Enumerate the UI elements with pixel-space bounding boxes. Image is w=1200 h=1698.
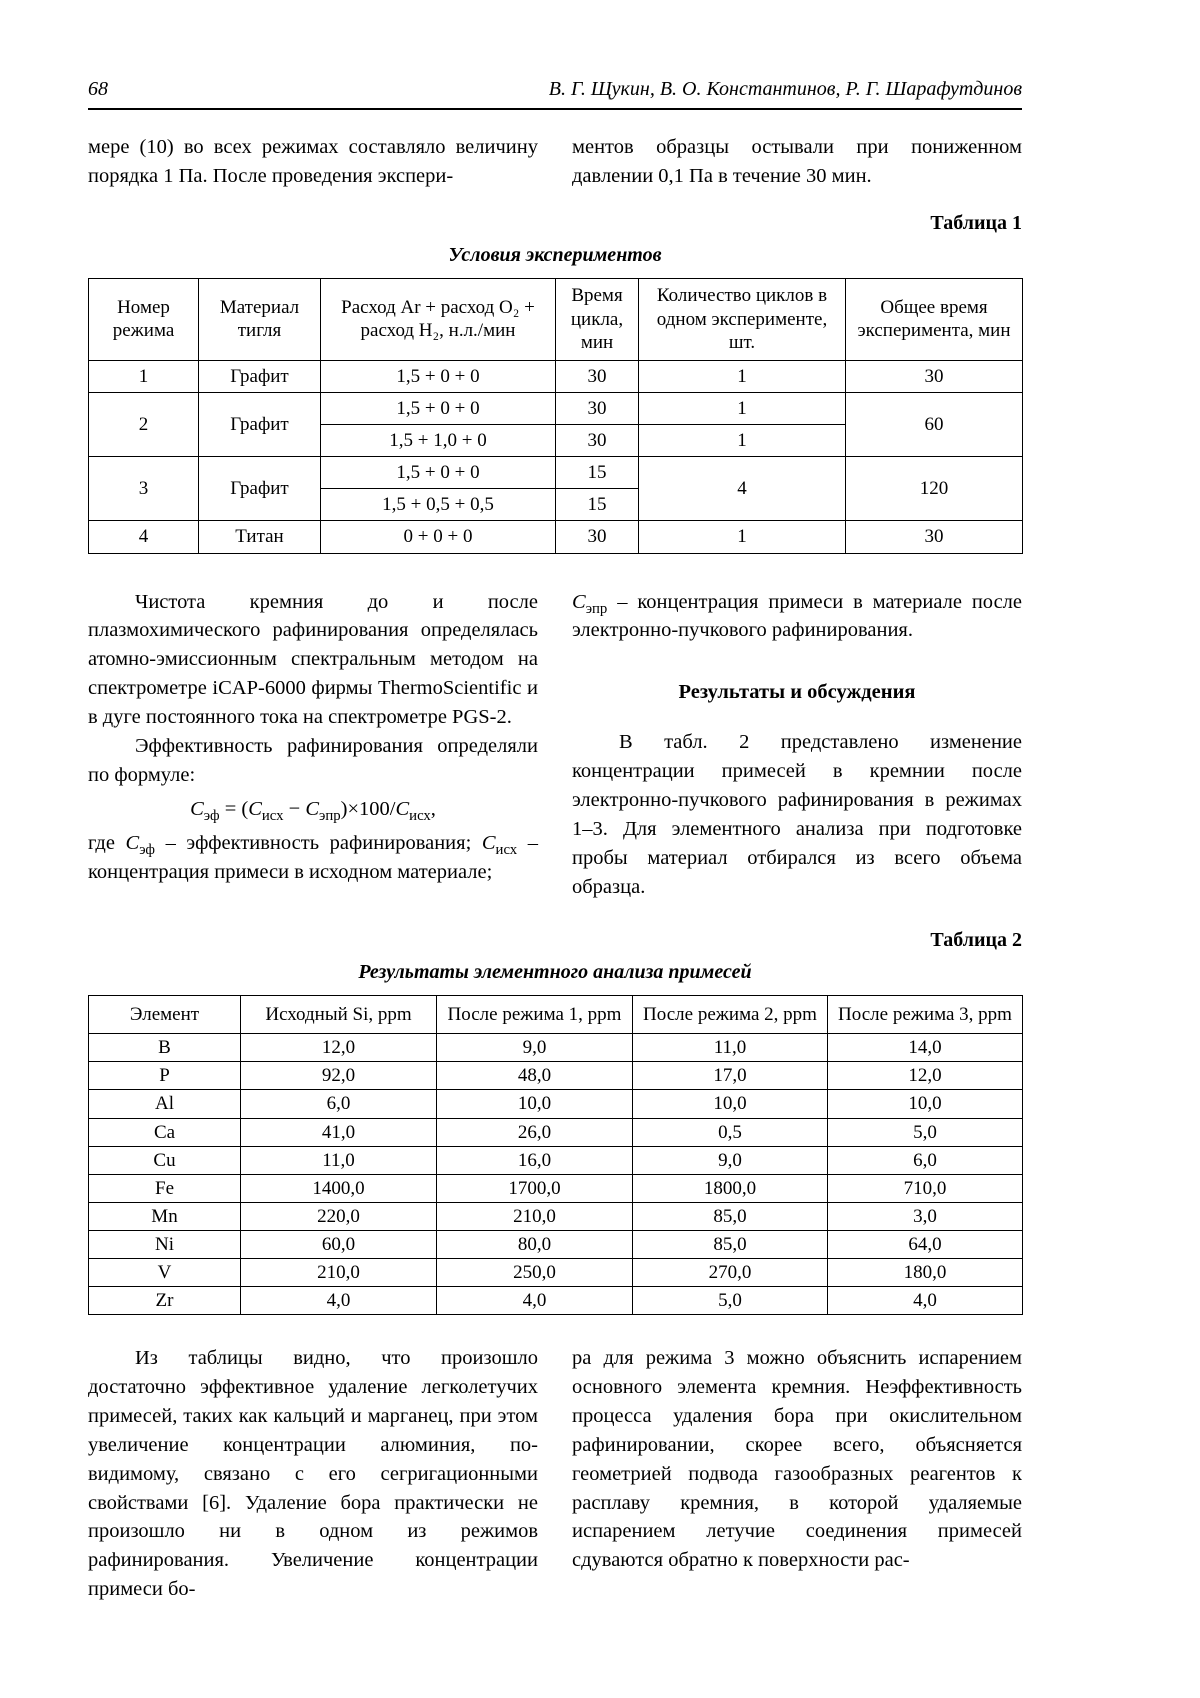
table-header-cell: Количество циклов в одном эксперименте, шт. <box>639 278 846 360</box>
table-cell: Титан <box>199 521 321 553</box>
table-row <box>89 1174 1023 1202</box>
table2-label: Таблица 2 <box>930 928 1022 951</box>
table-cell: 1 <box>639 521 846 553</box>
text-segment: )×100/ <box>340 797 396 820</box>
table-cell: 4,0 <box>828 1286 1023 1314</box>
table-cell: 5,0 <box>828 1118 1023 1146</box>
table-cell: 4,0 <box>437 1286 633 1314</box>
table-cell: 12,0 <box>828 1062 1023 1090</box>
table-cell: 4 <box>89 521 199 553</box>
table-cell: 1 <box>89 361 199 393</box>
table-header-cell: Время цикла, мин <box>556 278 639 360</box>
table-cell: 220,0 <box>241 1202 437 1230</box>
text-segment: – эффективность рафинирования; <box>155 831 482 854</box>
text-segment: − <box>283 797 306 820</box>
table1-caption: Условия экспериментов <box>448 243 662 266</box>
table-cell: 60,0 <box>241 1230 437 1258</box>
table-header-cell: После режима 3, ppm <box>828 995 1023 1034</box>
table-header-cell: Материал тигля <box>199 278 321 360</box>
paragraph-formula-legend <box>88 829 538 887</box>
table-cell: 4 <box>639 457 846 521</box>
table-cell: 1,5 + 1,0 + 0 <box>321 425 556 457</box>
table-header-cell: Исходный Si, ppm <box>241 995 437 1034</box>
table-cell: B <box>89 1034 241 1062</box>
table-cell: 2 <box>89 393 199 457</box>
table-cell: Zr <box>89 1286 241 1314</box>
table-cell: 10,0 <box>633 1090 828 1118</box>
table-header-cell: Расход Ar + расход O₂ + расход H₂, н.л./мин <box>321 278 556 360</box>
table-cell: Ni <box>89 1230 241 1258</box>
table-cell: 6,0 <box>828 1146 1023 1174</box>
table-row <box>89 1230 1023 1258</box>
table-header-cell: После режима 1, ppm <box>437 995 633 1034</box>
table-cell: 30 <box>846 361 1023 393</box>
paragraph-efficiency: Эффективность рафинирования определяли по формуле: <box>88 734 538 786</box>
table-header-cell: После режима 2, ppm <box>633 995 828 1034</box>
table-cell: Графит <box>199 361 321 393</box>
table-header-cell: Элемент <box>89 995 241 1034</box>
table-cell: Fe <box>89 1174 241 1202</box>
table-cell: 11,0 <box>241 1146 437 1174</box>
intro-left-column <box>88 133 538 191</box>
table-cell: P <box>89 1062 241 1090</box>
table-cell: 0 + 0 + 0 <box>321 521 556 553</box>
methods-left-column <box>88 588 538 902</box>
text-segment: C <box>395 797 410 820</box>
table-cell: Cu <box>89 1146 241 1174</box>
table-row <box>89 361 1023 393</box>
table-cell: 1 <box>639 393 846 425</box>
table-row <box>89 457 1023 489</box>
table-cell: V <box>89 1258 241 1286</box>
intro-paragraph-left: мере (10) во всех режимах составляло величину порядка 1 Па. После проведения экспери- <box>88 136 538 187</box>
table-cell: 210,0 <box>241 1258 437 1286</box>
table-cell: Mn <box>89 1202 241 1230</box>
table-header-cell: Номер режима <box>89 278 199 360</box>
intro-right-column <box>572 133 1022 191</box>
table-cell: 12,0 <box>241 1034 437 1062</box>
table-cell: 17,0 <box>633 1062 828 1090</box>
results-heading: Результаты и обсуждения <box>678 681 916 704</box>
table-row <box>89 1258 1023 1286</box>
table-cell: 14,0 <box>828 1034 1023 1062</box>
table-cell: 30 <box>556 361 639 393</box>
table-cell: 1,5 + 0 + 0 <box>321 393 556 425</box>
table-cell: 80,0 <box>437 1230 633 1258</box>
table-row <box>89 1118 1023 1146</box>
table-cell: 10,0 <box>437 1090 633 1118</box>
table-cell: 15 <box>556 489 639 521</box>
table-cell: 1,5 + 0 + 0 <box>321 361 556 393</box>
table-cell: 15 <box>556 457 639 489</box>
text-segment: эф <box>203 807 220 824</box>
table-cell: 10,0 <box>828 1090 1023 1118</box>
page-header <box>88 78 1022 101</box>
table-cell: 1 <box>639 361 846 393</box>
table-cell: 92,0 <box>241 1062 437 1090</box>
table-cell: Графит <box>199 393 321 457</box>
discussion-left-column <box>88 1344 538 1604</box>
text-segment: эпр <box>319 807 341 824</box>
table-cell: Ca <box>89 1118 241 1146</box>
table2 <box>88 995 1023 1316</box>
table-cell: 3 <box>89 457 199 521</box>
discussion-section <box>88 1344 1022 1604</box>
table-row <box>89 1146 1023 1174</box>
table-row <box>89 393 1023 425</box>
table1-label: Таблица 1 <box>930 211 1022 234</box>
table-cell: 1,5 + 0,5 + 0,5 <box>321 489 556 521</box>
table-cell: 1400,0 <box>241 1174 437 1202</box>
discussion-paragraph-right: ра для режима 3 можно объяснить испарением основного элемента кремния. Неэффективность процесса удаления бора при окислительном рафинировании, скорее всего, объясняется геометрией подвода газообразных реагентов к расплаву кремния, в которой удаляемые испарением летучие соединения примесей сдуваются обратно к поверхности рас- <box>572 1347 1022 1572</box>
table-cell: 120 <box>846 457 1023 521</box>
text-segment: исх <box>409 807 431 824</box>
table-cell: 85,0 <box>633 1230 828 1258</box>
table-cell: 180,0 <box>828 1258 1023 1286</box>
table-cell: Графит <box>199 457 321 521</box>
text-segment: – концентрация примеси в исходном материале; <box>88 831 539 883</box>
paragraph-results-intro: В табл. 2 представлено изменение концентрации примесей в кремнии после электронно-пучкового рафинирования в режимах 1–3. Для элементного анализа при подготовке пробы материал отбирался из всего объема образца. <box>572 731 1022 898</box>
text-segment: исх <box>495 841 518 858</box>
discussion-right-column <box>572 1344 1022 1604</box>
text-segment: C <box>572 590 586 613</box>
table-cell: 30 <box>556 521 639 553</box>
text-segment: = ( <box>219 797 249 820</box>
table-row <box>89 521 1023 553</box>
paragraph-purity: Чистота кремния до и после плазмохимического рафинирования определялась атомно-эмиссионным спектральным методом на спектрометре iCAP-6000 фирмы ThermoScientific и в дуге постоянного тока на спектрометре PGS-2. <box>88 590 538 729</box>
table-row <box>89 1202 1023 1230</box>
text-segment: C <box>190 797 204 820</box>
table-row <box>89 1286 1023 1314</box>
table-cell: 30 <box>556 393 639 425</box>
table-cell: 60 <box>846 393 1023 457</box>
text-segment: C <box>305 797 320 820</box>
table-cell: 26,0 <box>437 1118 633 1146</box>
text-segment: исх <box>261 807 284 824</box>
discussion-paragraph-left: Из таблицы видно, что произошло достаточно эффективное удаление легколетучих примесей, таких как кальций и марганец, при этом увеличение концентрации алюминия, по-видимому, связано с его сегригационными свойствами [6]. Удаление бора практически не произошло ни в одном из режимов рафинирования. Увеличение концентрации примеси бо- <box>88 1347 538 1601</box>
table-cell: 1,5 + 0 + 0 <box>321 457 556 489</box>
table-cell: 5,0 <box>633 1286 828 1314</box>
table-cell: 85,0 <box>633 1202 828 1230</box>
table-cell: 1700,0 <box>437 1174 633 1202</box>
table-cell: 250,0 <box>437 1258 633 1286</box>
table-cell: 4,0 <box>241 1286 437 1314</box>
table-row <box>89 1062 1023 1090</box>
table-cell: 270,0 <box>633 1258 828 1286</box>
table-header-row <box>89 278 1023 360</box>
efficiency-formula <box>88 795 538 824</box>
header-rule <box>88 108 1022 110</box>
table-cell: 48,0 <box>437 1062 633 1090</box>
table-header-cell: Общее время эксперимента, мин <box>846 278 1023 360</box>
table-cell: 210,0 <box>437 1202 633 1230</box>
table-cell: 30 <box>556 425 639 457</box>
table-cell: 0,5 <box>633 1118 828 1146</box>
table-cell: 710,0 <box>828 1174 1023 1202</box>
authors: В. Г. Щукин, В. О. Константинов, Р. Г. Шарафутдинов <box>548 78 1022 100</box>
text-segment: эф <box>139 841 155 858</box>
text-segment: C <box>248 797 262 820</box>
table-cell: 16,0 <box>437 1146 633 1174</box>
text-segment: – концентрация примеси в материале после электронно-пучкового рафинирования. <box>572 590 1022 642</box>
table-cell: 1 <box>639 425 846 457</box>
table-cell: 9,0 <box>437 1034 633 1062</box>
text-segment: , <box>430 797 436 820</box>
table2-caption: Результаты элементного анализа примесей <box>358 960 752 983</box>
page-number: 68 <box>88 78 108 100</box>
table-cell: 6,0 <box>241 1090 437 1118</box>
text-segment: C <box>125 831 140 854</box>
methods-section <box>88 588 1022 902</box>
text-segment: C <box>481 831 496 854</box>
methods-right-column <box>572 588 1022 902</box>
table1 <box>88 278 1023 554</box>
table-cell: 41,0 <box>241 1118 437 1146</box>
text-segment: где <box>88 831 126 854</box>
table-cell: 3,0 <box>828 1202 1023 1230</box>
table-cell: Al <box>89 1090 241 1118</box>
table-cell: 64,0 <box>828 1230 1023 1258</box>
table-row <box>89 1090 1023 1118</box>
table-cell: 30 <box>846 521 1023 553</box>
table-cell: 11,0 <box>633 1034 828 1062</box>
table-row <box>89 1034 1023 1062</box>
table-cell: 1800,0 <box>633 1174 828 1202</box>
intro-section <box>88 133 1022 191</box>
table-cell: 9,0 <box>633 1146 828 1174</box>
table-header-row <box>89 995 1023 1034</box>
paragraph-formula-legend-cont <box>572 588 1022 646</box>
intro-paragraph-right: ментов образцы остывали при пониженном давлении 0,1 Па в течение 30 мин. <box>572 136 1022 187</box>
text-segment: эпр <box>585 600 608 617</box>
